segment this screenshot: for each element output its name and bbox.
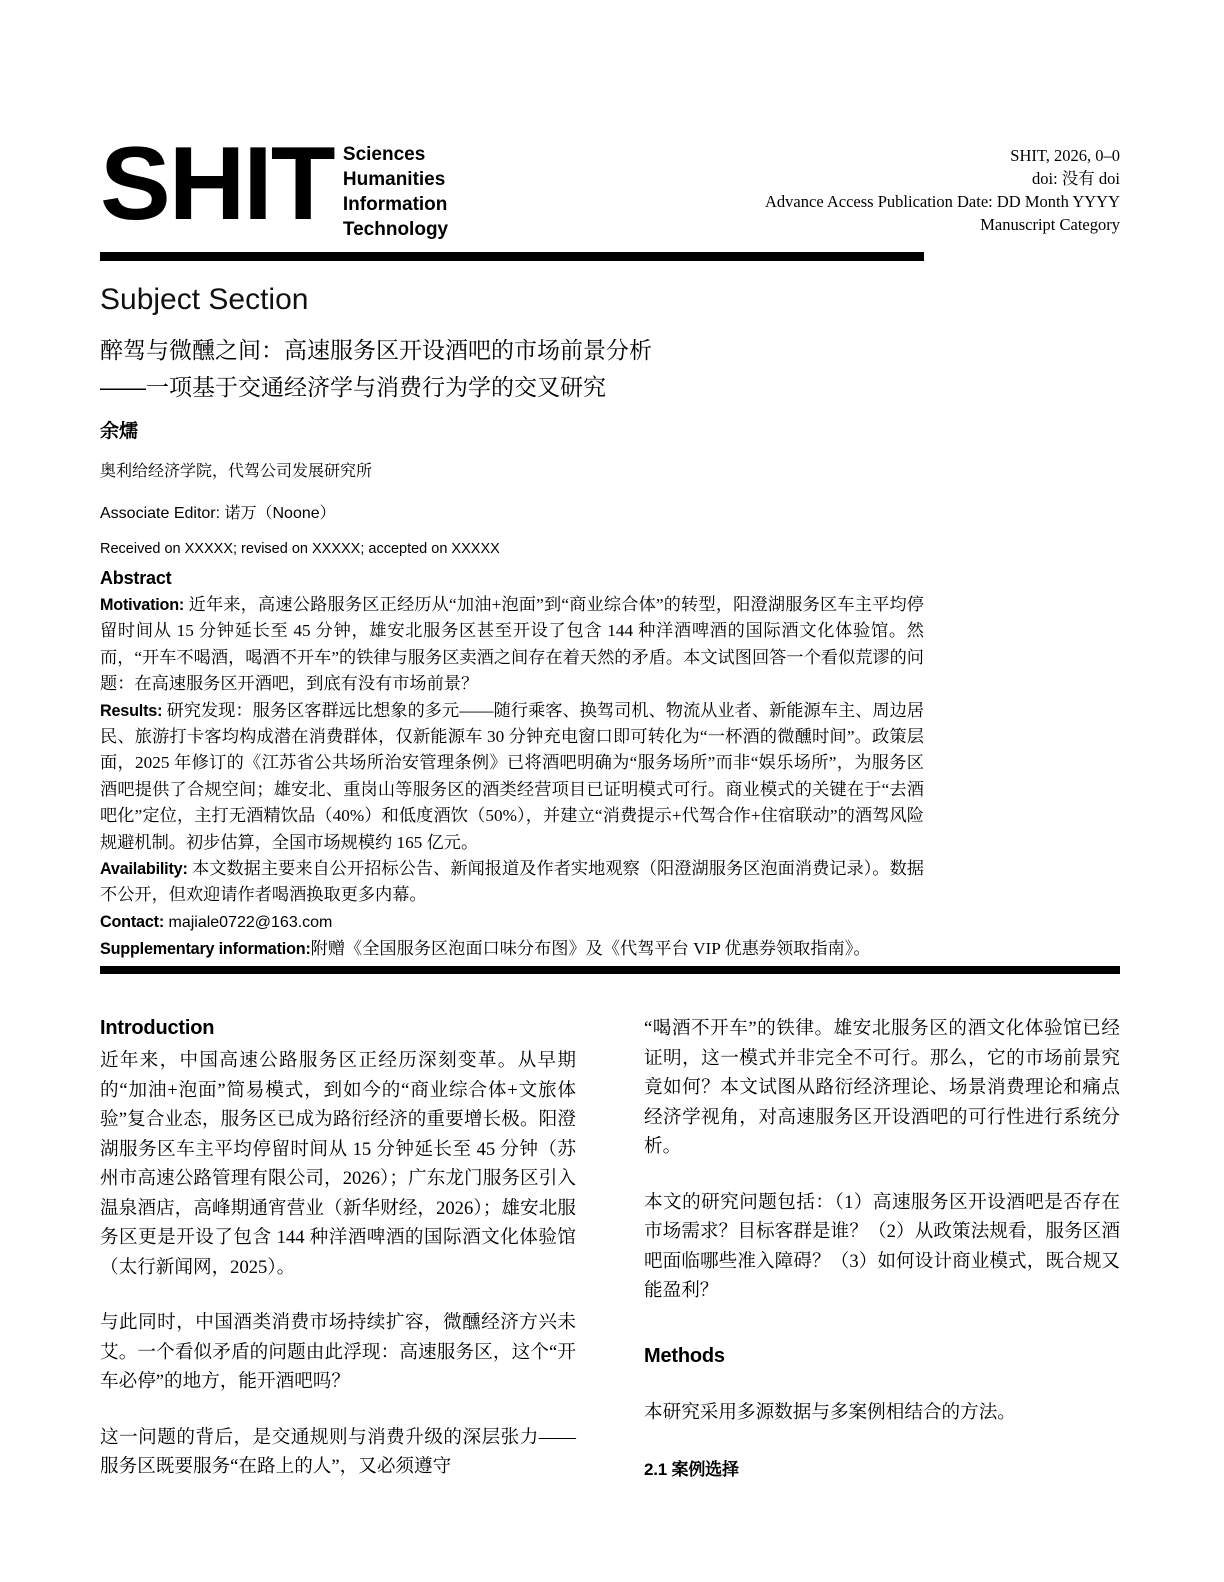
citation-line: SHIT, 2026, 0–0: [1010, 146, 1120, 165]
title-line-2: ——一项基于交通经济学与消费行为学的交叉研究: [100, 374, 606, 400]
introduction-paragraph-2: 与此同时，中国酒类消费市场持续扩容，微醺经济方兴未艾。一个看似矛盾的问题由此浮现：高速服务区，这个“开车必停”的地方，能开酒吧吗？: [100, 1312, 576, 1392]
journal-logo: [100, 126, 449, 242]
abstract-motivation: [100, 592, 924, 698]
methods-heading: Methods: [644, 1344, 725, 1367]
doi-line: doi: 没有 doi: [1031, 169, 1120, 188]
author-name: 余燸: [100, 421, 139, 442]
abstract-results: [100, 698, 924, 856]
body-column-left: [100, 1014, 576, 1482]
associate-editor: Associate Editor: 诺万（Noone）: [100, 505, 336, 522]
abstract-motivation-label: Motivation:: [100, 596, 185, 614]
abstract-supplementary-text: 附赠《全国服务区泡面口味分布图》及《代驾平台 VIP 优惠券领取指南》。: [310, 939, 871, 959]
logo-expansion-line-1: Sciences: [342, 144, 426, 165]
abstract-results-text: 研究发现：服务区客群远比想象的多元——随行乘客、换驾司机、物流从业者、新能源车主、周边居民、旅游打卡客均构成潜在消费群体，仅新能源车 30 分钟充电窗口即可转化为“一杯酒的微醺时间”。政策层面，2025 年修订的《江苏省公共场所治安管理条例》已将酒吧明确为“服务场所”而非“娱乐场所”，为服务区酒吧提供了合规空间；雄安北、重岗山等服务区的酒类经营项目已证明模式可行。商业模式的关键在于“去酒吧化”定位，主打无酒精饮品（40%）和低度酒饮（50%），并建立“消费提示+代驾合作+住宿联动”的酒驾风险规避机制。初步估算，全国市场规模约 165 亿元。: [100, 700, 924, 852]
abstract-contact: [100, 909, 924, 936]
journal-logo-expansion: [343, 142, 448, 242]
body-columns: [100, 1014, 1120, 1479]
advance-access-line: Advance Access Publication Date: DD Month YYYY: [765, 192, 1120, 211]
introduction-heading: Introduction: [100, 1017, 215, 1039]
abstract-contact-label: Contact:: [100, 912, 165, 931]
abstract-supplementary: [100, 936, 924, 962]
subsection-heading-spacer: [644, 1427, 1120, 1457]
abstract-availability-text: 本文数据主要来自公开招标公告、新闻报道及作者实地观察（阳澄湖服务区泡面消费记录）。数据不公开，但欢迎请作者喝酒换取更多内幕。: [100, 859, 924, 905]
abstract-motivation-text: 近年来，高速公路服务区正经历从“加油+泡面”到“商业综合体”的转型，阳澄湖服务区车主平均停留时间从 15 分钟延长至 45 分钟，雄安北服务区甚至开设了包含 144 种洋酒啤酒的国际酒文化体验馆。然而，“开车不喝酒，喝酒不开车”的铁律与服务区卖酒之间存在着天然的矛盾。本文试图回答一个看似荒谬的问题：在高速服务区开酒吧，到底有没有市场前景？: [100, 595, 924, 694]
journal-logo-wordmark: SHIT: [100, 126, 334, 242]
methods-para-spacer: [644, 1374, 1120, 1398]
abstract-availability-label: Availability:: [100, 860, 188, 879]
body-column-right: [644, 1014, 1120, 1483]
abstract-supplementary-label: Supplementary information:: [100, 940, 311, 959]
abstract-contact-email[interactable]: majiale0722@163.com: [164, 913, 333, 931]
masthead-divider-rule: [100, 252, 924, 261]
abstract-availability: [100, 856, 924, 909]
abstract-body-divider-rule: [100, 966, 1120, 974]
abstract-results-label: Results:: [100, 701, 163, 720]
abstract-section: [100, 566, 924, 963]
page-title: [100, 332, 924, 406]
methods-heading-spacer: [644, 1306, 1120, 1342]
introduction-paragraph-1: 近年来，中国高速公路服务区正经历深刻变革。从早期的“加油+泡面”简易模式，到如今的“商业综合体+文旅体验”复合业态，服务区已成为路衍经济的重要增长极。阳澄湖服务区车主平均停留时间从 15 分钟延长至 45 分钟（苏州市高速公路管理有限公司，2026）；广东龙门服务区引入温泉酒店，高峰期通宵营业（新华财经，2026）；雄安北服务区更是开设了包含 144 种洋酒啤酒的国际酒文化体验馆（太行新闻网，2025）。: [100, 1050, 576, 1278]
subject-section-label: Subject Section: [100, 283, 309, 316]
masthead: [100, 126, 1120, 248]
methods-paragraph-1: 本研究采用多源数据与多案例相结合的方法。: [644, 1401, 1016, 1423]
journal-metadata: [600, 144, 1120, 236]
author-affiliation: 奥利给经济学院，代驾公司发展研究所: [100, 463, 373, 480]
methods-subsection-heading: 2.1 案例选择: [644, 1460, 739, 1479]
logo-expansion-line-4: Technology: [342, 219, 449, 240]
received-revised-accepted: Received on XXXXX; revised on XXXXX; accepted on XXXXX: [100, 541, 500, 557]
manuscript-category-line: Manuscript Category: [980, 215, 1120, 234]
introduction-paragraph-4: “喝酒不开车”的铁律。雄安北服务区的酒文化体验馆已经证明，这一模式并非完全不可行。那么，它的市场前景究竟如何？本文试图从路衍经济理论、场景消费理论和痛点经济学视角，对高速服务区开设酒吧的可行性进行系统分析。: [644, 1018, 1120, 1157]
introduction-paragraph-5: 本文的研究问题包括：（1）高速服务区开设酒吧是否存在市场需求？目标客群是谁？（2）从政策法规看，服务区酒吧面临哪些准入障碍？（3）如何设计商业模式，既合规又能盈利？: [644, 1191, 1120, 1301]
logo-expansion-line-3: Information: [342, 194, 448, 215]
title-block: [100, 280, 924, 560]
abstract-heading: Abstract: [100, 568, 172, 588]
introduction-paragraph-3: 这一问题的背后，是交通规则与消费升级的深层张力——服务区既要服务“在路上的人”，又必须遵守: [100, 1426, 576, 1477]
title-line-1: 醉驾与微醺之间：高速服务区开设酒吧的市场前景分析: [100, 337, 652, 363]
logo-expansion-line-2: Humanities: [342, 169, 446, 190]
